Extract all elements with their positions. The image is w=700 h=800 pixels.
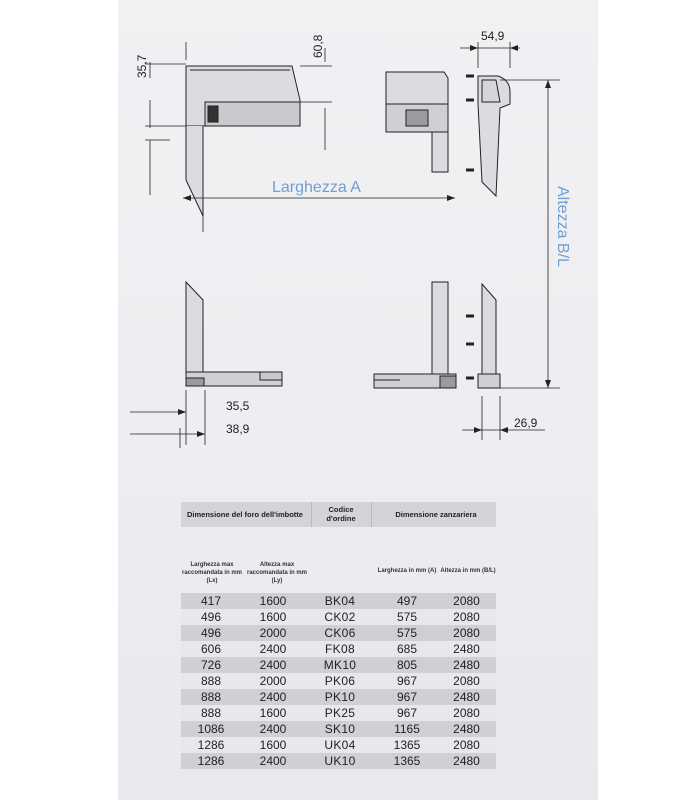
cell-bl: 2080 [453,706,480,720]
cell-code: PK25 [324,706,356,720]
cell-lx: 1086 [197,722,225,736]
cell-lx: 888 [200,674,222,688]
dim-26-9: 26,9 [514,416,538,430]
cell-a: 1165 [394,722,420,736]
dim-35-7: 35,7 [135,54,149,78]
cell-lx: 496 [200,626,222,640]
cell-bl: 2080 [453,738,480,752]
table-subheader [181,527,496,593]
table-row [181,609,496,625]
cell-bl: 2480 [453,658,480,672]
table-row [181,657,496,673]
profile-bottom-right [466,284,500,388]
cell-lx: 888 [200,690,222,704]
cell-lx: 726 [200,658,222,672]
cell-code: PK10 [324,690,356,704]
cell-ly: 1600 [259,610,287,624]
cell-code: CK02 [324,610,356,624]
subheader-a: Larghezza in mm (A) [377,568,437,574]
cell-code: UK04 [324,738,356,752]
cell-bl: 2080 [453,594,480,608]
cell-code: SK10 [324,722,356,736]
subheader-ly: Altezza max raccomandata in mm (Ly) [246,562,308,584]
cell-code: MK10 [323,658,357,672]
cell-bl: 2480 [453,690,480,704]
header-codice: Codice d'ordine [326,505,356,523]
cell-code: BK04 [324,594,356,608]
cell-code: CK06 [324,626,356,640]
cell-bl: 2080 [453,626,480,640]
cell-ly: 1600 [259,594,287,608]
cell-ly: 2400 [259,690,287,704]
table-body [181,593,496,769]
table-row [181,753,496,769]
dim-38-9: 38,9 [226,422,250,436]
table-row [181,625,496,641]
dimensions-table [181,502,496,769]
cell-lx: 888 [200,706,222,720]
cell-code: PK06 [324,674,356,688]
cell-lx: 1286 [197,738,225,752]
cell-a: 967 [396,674,418,688]
cell-ly: 1600 [259,706,287,720]
subheader-lx: Larghezza max raccomandata in mm (Lx) [181,562,243,584]
cell-a: 1365 [393,754,421,768]
cell-a: 685 [396,642,418,656]
cell-code: FK08 [325,642,355,656]
cell-bl: 2080 [453,610,480,624]
table-row [181,705,496,721]
label-larghezza: Larghezza A [272,179,361,196]
cell-bl: 2480 [453,754,480,768]
cell-bl: 2480 [453,642,480,656]
header-foro: Dimensione del foro dell'imbotte [187,510,303,519]
subheader-bl: Altezza in mm (B/L) [440,568,496,574]
cell-a: 575 [396,610,418,624]
cell-ly: 2000 [259,674,287,688]
cell-bl: 2080 [453,674,480,688]
dim-35-5: 35,5 [226,399,250,413]
table-header [181,502,496,527]
table-row [181,721,496,737]
dim-60-8: 60,8 [311,34,325,58]
cell-a: 805 [396,658,418,672]
cell-ly: 2400 [259,658,287,672]
dim-54-9: 54,9 [481,29,505,43]
table-row [181,689,496,705]
profile-top-middle [386,72,448,172]
table-row [181,737,496,753]
cell-lx: 496 [200,610,222,624]
table-row [181,593,496,609]
profile-bottom-middle [374,282,456,388]
cell-a: 1365 [393,738,421,752]
table-row [181,641,496,657]
cell-ly: 2000 [259,626,287,640]
cell-code: UK10 [324,754,356,768]
profile-top-right [466,76,510,196]
profile-bottom-left [186,282,282,386]
cell-lx: 1286 [197,754,225,768]
label-altezza: Altezza B/L [554,186,571,267]
cell-bl: 2480 [453,722,480,736]
cell-a: 575 [396,626,418,640]
cell-ly: 2400 [259,642,287,656]
cell-ly: 1600 [259,738,287,752]
cell-a: 967 [396,690,418,704]
table-row [181,673,496,689]
cell-a: 967 [396,706,418,720]
cell-a: 497 [396,594,418,608]
cell-lx: 417 [200,594,222,608]
cell-ly: 2400 [259,722,287,736]
cell-ly: 2400 [259,754,287,768]
cell-lx: 606 [200,642,222,656]
header-zanzariera: Dimensione zanzariera [395,510,477,519]
